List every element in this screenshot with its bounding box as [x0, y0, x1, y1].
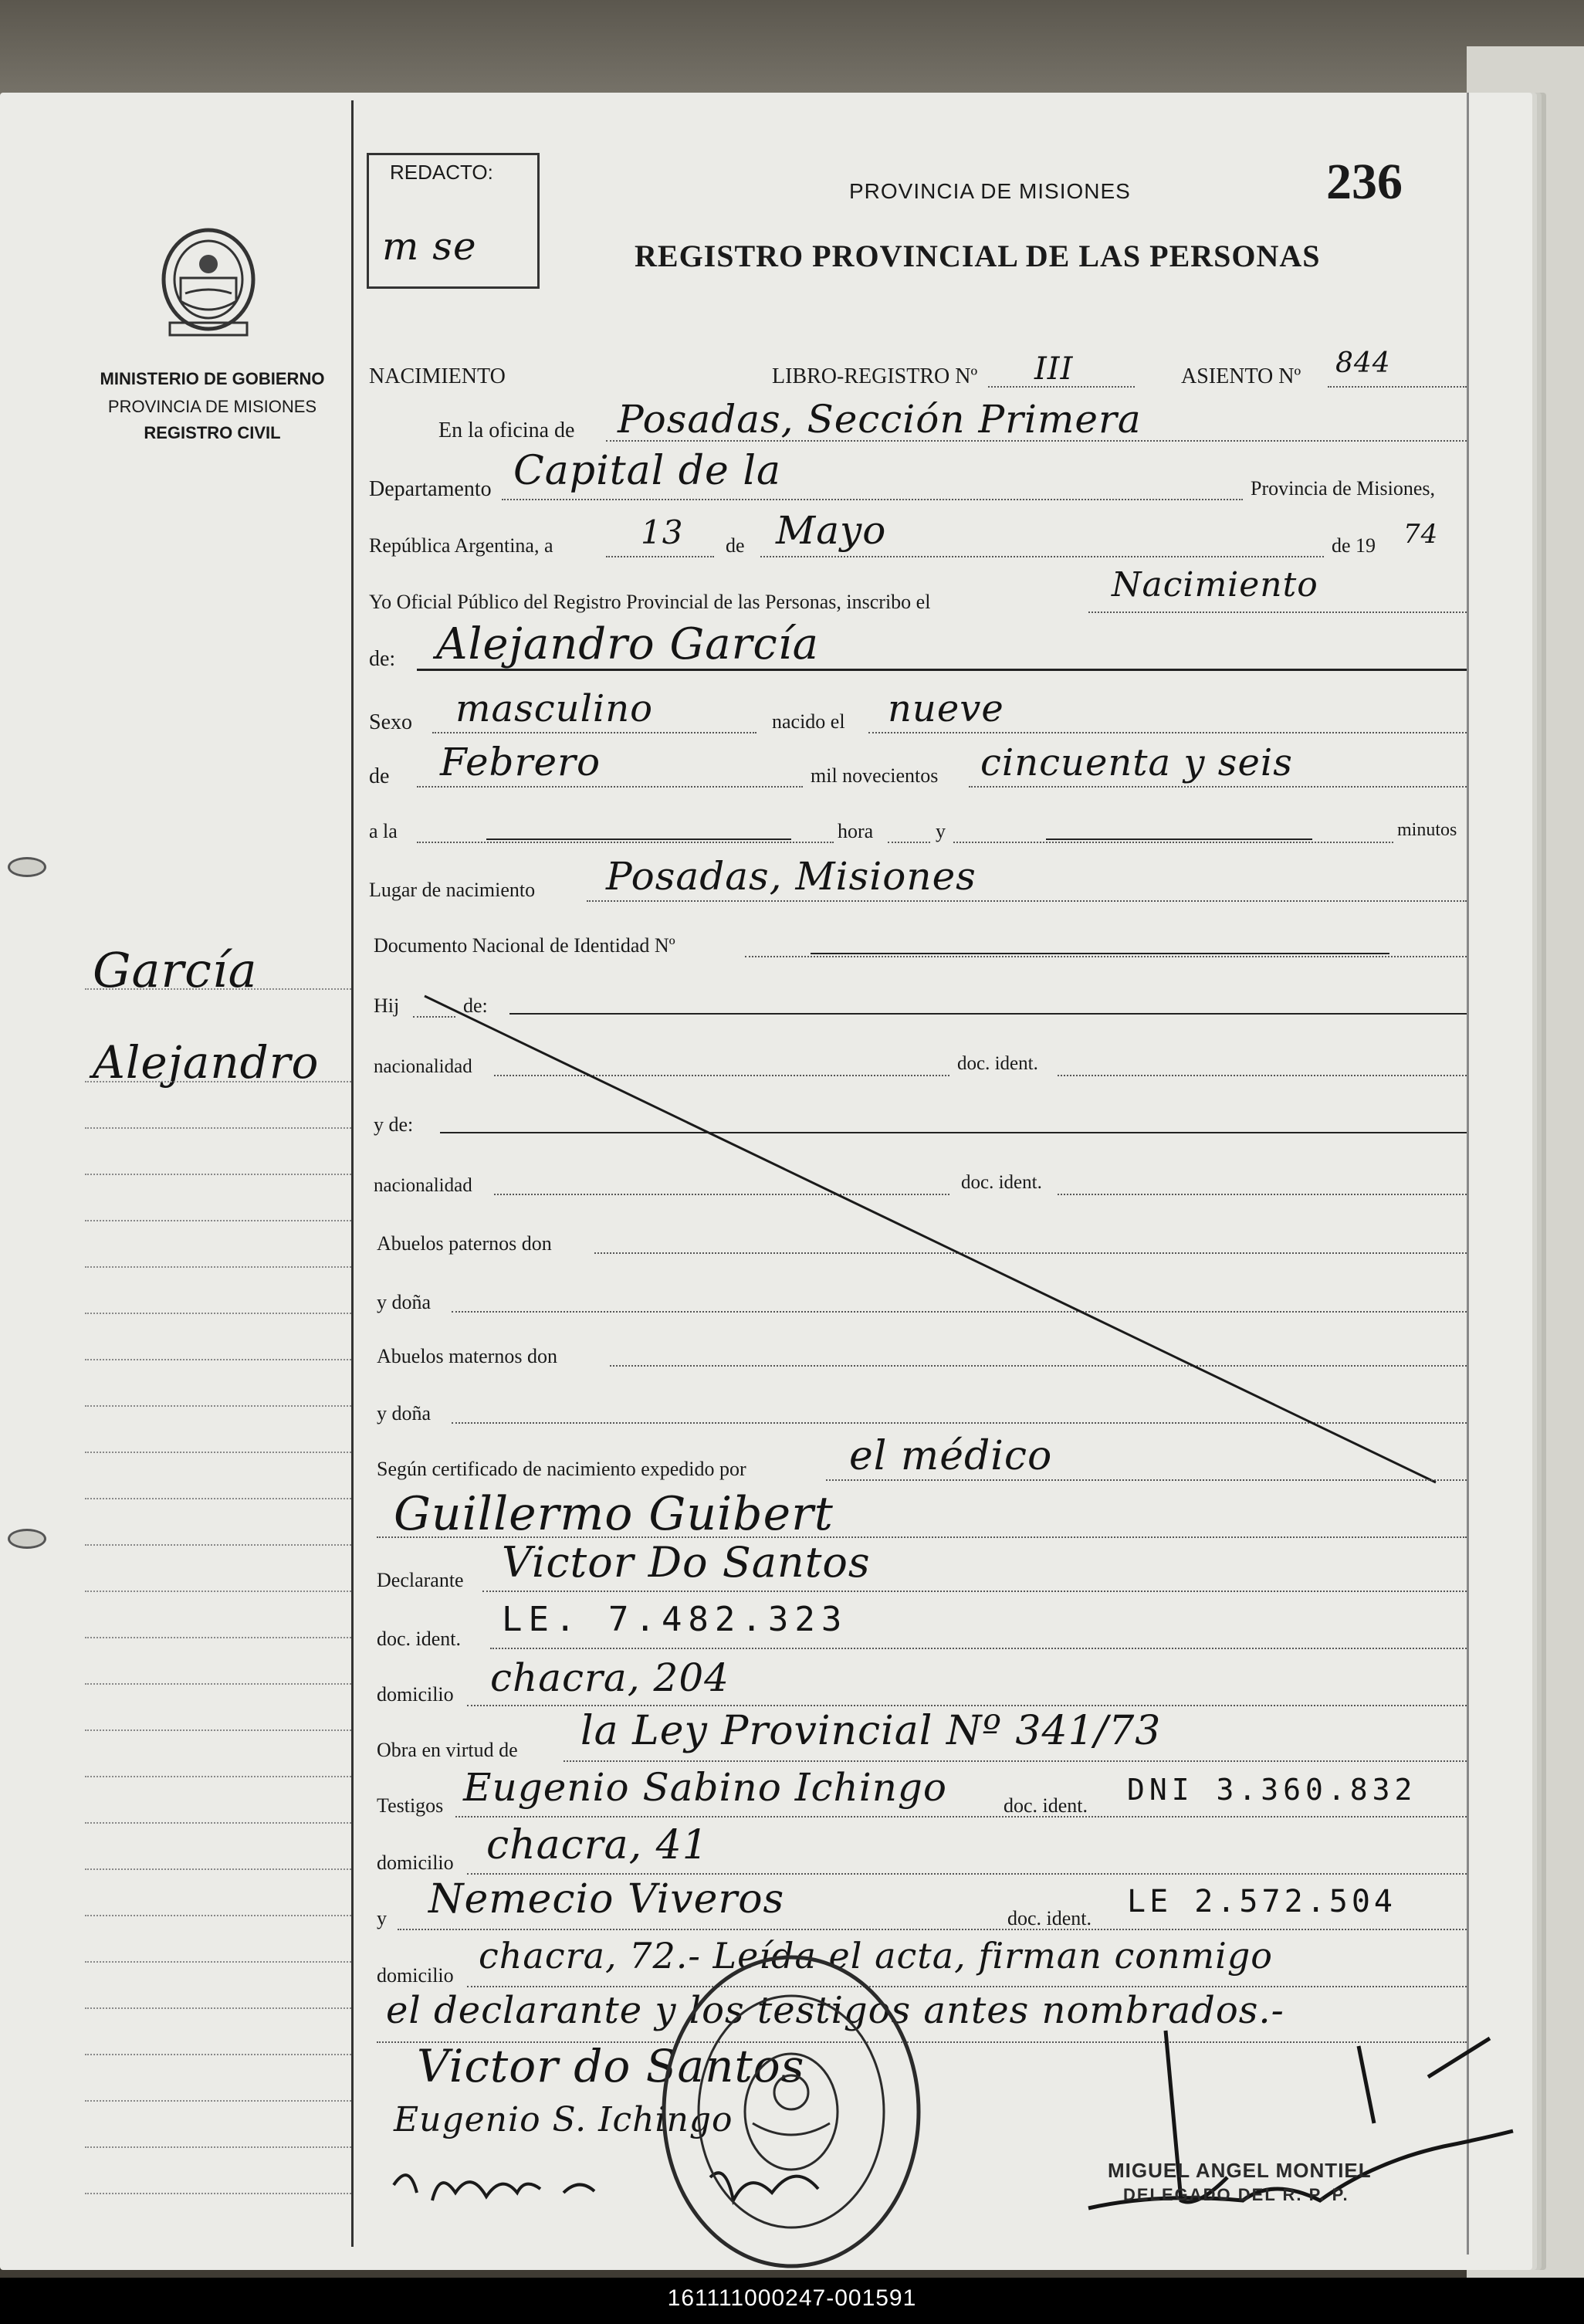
stamp-name: MIGUEL ANGEL MONTIEL [1108, 2159, 1372, 2182]
domicilio-label: domicilio [377, 1683, 454, 1706]
doc-ident2-label: doc. ident. [961, 1172, 1042, 1193]
page-number: 236 [1326, 154, 1403, 210]
sexo-line [432, 732, 756, 733]
documento-label: Documento Nacional de Identidad Nº [374, 934, 675, 957]
registry-page [0, 93, 1532, 2270]
domicilio2-label: domicilio [377, 1851, 454, 1874]
birth-year-value: cincuenta y seis [980, 741, 1293, 784]
hij-label: Hij [374, 994, 400, 1017]
abuelos-maternos-label: Abuelos maternos don [377, 1345, 557, 1367]
oficina-value: Posadas, Sección Primera [618, 397, 1142, 442]
sidebar-rule [85, 1915, 351, 1916]
de-label: de [726, 534, 745, 557]
day-line [606, 556, 714, 557]
binder-ring-bottom [8, 1529, 46, 1549]
oficina-label: En la oficina de [438, 418, 575, 442]
obra-value: la Ley Provincial Nº 341/73 [580, 1708, 1162, 1754]
sidebar-rule [85, 1405, 351, 1407]
ala-solid-line [486, 838, 791, 840]
sidebar-rule [85, 1683, 351, 1685]
nacido-line [868, 732, 1467, 733]
binder-ring-top [8, 857, 46, 877]
testigos-label: Testigos [377, 1794, 444, 1817]
sidebar-rule [85, 1776, 351, 1777]
sidebar-rule [85, 1452, 351, 1453]
testigo1-name: Eugenio Sabino Ichingo [463, 1765, 948, 1810]
certificado-label: Según certificado de nacimiento expedido por [377, 1458, 746, 1480]
hora-label: hora [838, 820, 874, 842]
sidebar-provincia-label: PROVINCIA DE MISIONES [107, 397, 317, 416]
doc-ident-label: doc. ident. [957, 1053, 1038, 1074]
inscribo-value: Nacimiento [1112, 565, 1318, 605]
declarante-label: Declarante [377, 1569, 464, 1591]
sidebar-rule [85, 988, 351, 990]
declarante-doc: LE. 7.482.323 [502, 1600, 848, 1639]
official-seal [652, 1946, 930, 2278]
provincia-suffix: Provincia de Misiones, [1251, 477, 1436, 500]
oficial-text: Yo Oficial Público del Registro Provincial de las Personas, inscribo el [369, 591, 931, 613]
nacido-label: nacido el [772, 710, 845, 733]
nacionalidad-label: nacionalidad [374, 1056, 472, 1077]
sexo-label: Sexo [369, 710, 412, 734]
documento-line [745, 956, 1467, 957]
testigo1-line [455, 1816, 1467, 1818]
birth-month-line [417, 786, 803, 788]
declarante-value: Victor Do Santos [502, 1538, 871, 1587]
registro-civil-label: REGISTRO CIVIL [144, 423, 281, 442]
year-label: de 19 [1332, 534, 1376, 557]
birth-year-line [969, 786, 1467, 788]
lugar-line [587, 900, 1467, 902]
libro-value: III [1034, 351, 1074, 387]
hora-line [888, 842, 930, 843]
testigo1-doc-label: doc. ident. [1004, 1794, 1088, 1817]
ala-label: a la [369, 820, 398, 842]
testigo2-line [398, 1929, 1467, 1930]
y-de-label: y de: [374, 1113, 414, 1136]
official-signature [1042, 2023, 1521, 2247]
sidebar-given-name: Alejandro [93, 1036, 320, 1089]
document-code: 161111000247-001591 [667, 2285, 917, 2311]
departamento-line [502, 499, 1243, 500]
asiento-value: 844 [1335, 347, 1391, 379]
testigo2-doc-label: doc. ident. [1007, 1907, 1092, 1929]
margin-rule-left [351, 100, 354, 2247]
month-value: Mayo [776, 508, 887, 553]
de-month-label: de [369, 764, 390, 788]
inscribo-line [1088, 611, 1467, 613]
sidebar-rule [85, 1313, 351, 1314]
declarante-line [482, 1591, 1467, 1592]
y-label: y [936, 820, 946, 842]
sidebar-rule [85, 1637, 351, 1638]
sidebar-rule [85, 1359, 351, 1360]
obra-line [564, 1760, 1467, 1762]
doc-ident3-label: doc. ident. [377, 1628, 462, 1650]
sidebar-rule [85, 1729, 351, 1731]
hij-de-label: de: [463, 994, 488, 1017]
ala-line [417, 842, 834, 843]
redacto-label: REDACTO: [390, 161, 493, 184]
birth-month-value: Febrero [440, 740, 601, 784]
sidebar-rule [85, 2054, 351, 2055]
sidebar-rule [85, 2193, 351, 2194]
sidebar-rule [85, 1591, 351, 1592]
lugar-value: Posadas, Misiones [606, 854, 976, 899]
background-top [0, 0, 1584, 108]
departamento-label: Departamento [369, 477, 492, 501]
documento-solid-line [811, 953, 1389, 954]
minutos-label: minutos [1397, 820, 1457, 840]
departamento-value: Capital de la [513, 448, 781, 494]
margin-rule-right [1467, 93, 1469, 2255]
mil-label: mil novecientos [811, 764, 939, 787]
ministerio-label: MINISTERIO DE GOBIERNO [100, 369, 325, 388]
sexo-value: masculino [455, 687, 654, 730]
nacido-value: nueve [888, 687, 1004, 730]
sidebar-rule [85, 1822, 351, 1824]
sidebar-rule [85, 1868, 351, 1870]
testigo1-domicilio-line [467, 1873, 1467, 1875]
sidebar-rule [85, 2146, 351, 2148]
y-dona-label: y doña [377, 1291, 432, 1313]
sidebar-rule [85, 1498, 351, 1499]
year-value: 74 [1403, 519, 1439, 550]
coat-of-arms-icon [154, 224, 262, 340]
sidebar-surname: García [93, 942, 258, 998]
testigo2-domicilio: chacra, 72.- Leída el acta, firman conmigo [479, 1935, 1274, 1977]
testigo2-domicilio-line [467, 1986, 1467, 1987]
sidebar-rule [85, 2100, 351, 2102]
declarante-domicilio: chacra, 204 [490, 1655, 729, 1700]
y2-label: y [377, 1907, 387, 1929]
lugar-label: Lugar de nacimiento [369, 879, 536, 901]
testigo2-name: Nemecio Viveros [428, 1876, 785, 1923]
name-value: Alejandro García [436, 619, 819, 669]
sidebar-rule [85, 1127, 351, 1129]
asiento-label: ASIENTO Nº [1181, 364, 1301, 388]
minutos-line [953, 842, 1393, 843]
closing-line: el declarante y los testigos antes nombrados.- [386, 1989, 1284, 2032]
nacionalidad2-label: nacionalidad [374, 1175, 472, 1196]
libro-label: LIBRO-REGISTRO Nº [772, 364, 978, 388]
redacto-initials: m se [382, 224, 477, 269]
sidebar-rule [85, 2007, 351, 2009]
abuelos-paternos-label: Abuelos paternos don [377, 1232, 552, 1255]
declarante-doc-line [490, 1648, 1467, 1649]
sidebar-rule [85, 1266, 351, 1268]
provincia-heading: PROVINCIA DE MISIONES [849, 179, 1131, 203]
medico-name: Guillermo Guibert [394, 1487, 834, 1541]
month-line [760, 556, 1324, 557]
testigo1-doc: DNI 3.360.832 [1127, 1773, 1417, 1807]
strike-through-line [417, 988, 1451, 1498]
y-dona2-label: y doña [377, 1402, 432, 1425]
nacimiento-label: NACIMIENTO [369, 364, 506, 388]
day-value: 13 [641, 513, 684, 551]
signature-testigo1: Eugenio S. Ichingo [394, 2100, 733, 2139]
de-name-label: de: [369, 647, 396, 671]
sidebar-rule [85, 1220, 351, 1221]
certificado-value: el médico [849, 1433, 1053, 1479]
declarante-domicilio-line [467, 1705, 1467, 1706]
republica-label: República Argentina, a [369, 534, 553, 557]
minutos-solid-line [1046, 838, 1312, 840]
certificado-line [826, 1479, 1467, 1481]
asiento-line [1328, 386, 1467, 388]
sidebar-rule [85, 1961, 351, 1963]
testigo1-domicilio: chacra, 41 [486, 1822, 709, 1868]
signature-declarante: Victor do Santos [417, 2040, 805, 2092]
sidebar-rule [85, 1081, 351, 1082]
obra-label: Obra en virtud de [377, 1739, 518, 1761]
sidebar-rule [85, 1174, 351, 1175]
stamp-title: DELEGADO DEL R. P. P. [1123, 2185, 1349, 2204]
registro-title: REGISTRO PROVINCIAL DE LAS PERSONAS [635, 239, 1321, 273]
domicilio3-label: domicilio [377, 1964, 454, 1987]
testigo2-doc: LE 2.572.504 [1127, 1884, 1396, 1919]
sidebar-rule [85, 1544, 351, 1546]
